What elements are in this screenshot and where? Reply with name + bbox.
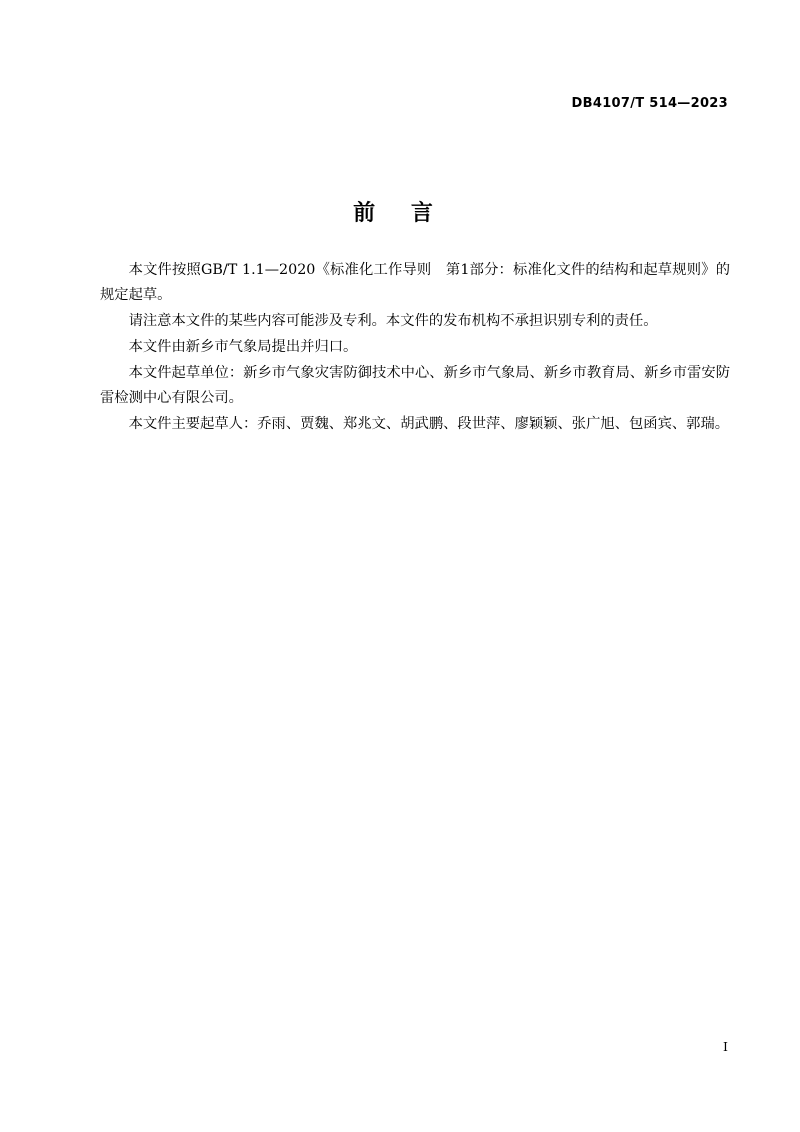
foreword-paragraph: 本文件由新乡市气象局提出并归口。 [128, 339, 358, 355]
page-number: I [723, 1039, 728, 1054]
page-title: 前 言 [353, 201, 447, 226]
page-header-standard-code: DB4107/T 514—2023 [571, 96, 728, 111]
foreword-paragraph: 本文件按照GB/T 1.1—2020《标准化工作导则 第1部分：标准化文件的结构和起草规则》的规定起草。 [100, 262, 730, 303]
foreword-paragraph: 本文件主要起草人：乔雨、贾魏、郑兆文、胡武鹏、段世萍、廖颖颖、张广旭、包函宾、郭瑞。 [128, 416, 730, 432]
foreword-paragraph: 请注意本文件的某些内容可能涉及专利。本文件的发布机构不承担识别专利的责任。 [128, 313, 658, 329]
foreword-paragraph: 本文件起草单位：新乡市气象灾害防御技术中心、新乡市气象局、新乡市教育局、新乡市雷安防雷检测中心有限公司。 [100, 365, 730, 406]
foreword-body [100, 258, 730, 438]
